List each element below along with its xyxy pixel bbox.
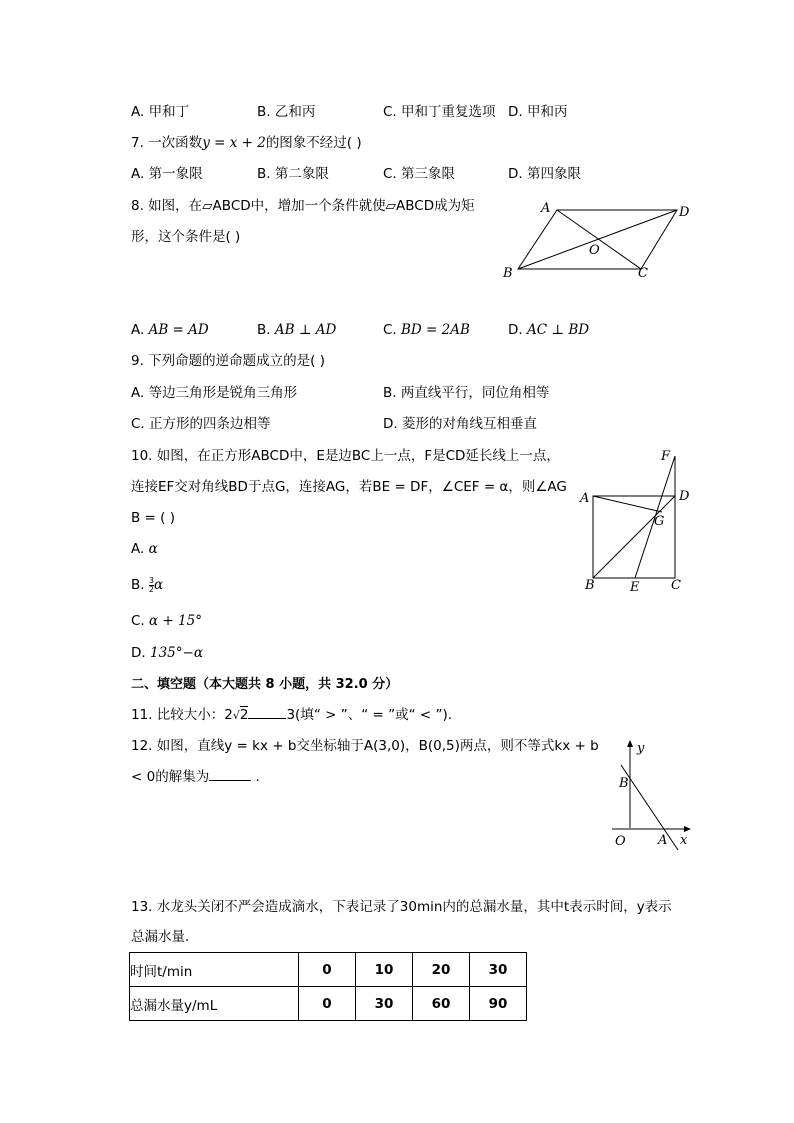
table-cell: 90 xyxy=(470,987,527,1021)
q8-stem-line2: 形，这个条件是( ) xyxy=(131,229,241,245)
q10-option-d-label: D. xyxy=(131,645,146,661)
q9-option-b: B. 两直线平行，同位角相等 xyxy=(383,385,550,401)
q8-option-a-label: A. xyxy=(131,322,145,338)
x-axis-arrow-icon xyxy=(684,826,691,832)
q6-option-d: D. 甲和丙 xyxy=(508,104,568,120)
q13-stem-line1: 13. 水龙头关闭不严会造成滴水，下表记录了30min内的总漏水量，其中t表示时间，y表示 xyxy=(131,899,672,915)
q10-option-c xyxy=(131,612,202,630)
q8-stem-line1: 8. 如图，在▱ABCD中，增加一个条件就使▱ABCD成为矩 xyxy=(131,198,475,214)
sqrt-symbol: √ xyxy=(232,709,240,722)
section-heading-fill-in: 二、填空题（本大题共 8 小题，共 32.0 分） xyxy=(131,677,399,692)
q8-option-b xyxy=(257,321,336,339)
q12-text: < 0的解集为 xyxy=(131,769,210,785)
diagonal-bd xyxy=(593,496,675,578)
diagonal-bd xyxy=(518,210,677,269)
label-o: O xyxy=(589,243,600,258)
q10-square-figure xyxy=(576,446,706,596)
q11-stem xyxy=(131,706,452,725)
label-g: G xyxy=(654,514,665,529)
label-f: F xyxy=(661,449,671,464)
label-a: A xyxy=(541,201,551,216)
q12-stem-line2 xyxy=(131,768,260,786)
q8-option-d-label: D. xyxy=(508,322,523,338)
q10-option-b-label: B. xyxy=(131,577,145,593)
q12-answer-blank xyxy=(209,768,251,781)
label-b: B xyxy=(619,776,629,791)
q10-stem-line3: B = ( ) xyxy=(131,510,175,526)
q7-text-post: 的图象不经过( ) xyxy=(265,135,362,151)
q9-option-a: A. 等边三角形是锐角三角形 xyxy=(131,385,298,401)
q9-option-c: C. 正方形的四条边相等 xyxy=(131,416,271,432)
table-cell: 0 xyxy=(299,953,356,987)
fraction-denominator: 2 xyxy=(148,584,154,594)
table-header-cell: 总漏水量y/mL xyxy=(130,987,299,1021)
q10-option-c-text: α + 15° xyxy=(149,613,202,629)
table-row xyxy=(130,953,527,987)
table-row xyxy=(130,987,527,1021)
q6-option-b: B. 乙和丙 xyxy=(257,104,316,120)
diagonal-ac xyxy=(557,210,641,269)
q8-parallelogram-figure xyxy=(495,196,705,288)
q7-text-pre: 一次函数 xyxy=(148,135,203,151)
q8-option-a-text: AB = AD xyxy=(148,322,209,338)
label-x: x xyxy=(680,833,688,848)
q13-data-table xyxy=(129,952,527,1021)
q8-option-c-text: BD = 2AB xyxy=(401,322,470,338)
label-d: D xyxy=(679,489,690,504)
label-a: A xyxy=(580,491,590,506)
label-a: A xyxy=(658,833,668,848)
q7-option-c: C. 第三象限 xyxy=(383,166,456,182)
q7-option-a: A. 第一象限 xyxy=(131,166,203,182)
q10-option-b-text: α xyxy=(153,577,164,593)
table-cell: 30 xyxy=(470,953,527,987)
q8-option-a xyxy=(131,321,209,339)
q7-stem xyxy=(131,134,362,152)
table-cell: 60 xyxy=(413,987,470,1021)
label-o: O xyxy=(615,834,626,849)
q12-text-end: . xyxy=(255,769,260,785)
label-b: B xyxy=(503,266,513,281)
table-cell: 20 xyxy=(413,953,470,987)
q8-option-d xyxy=(508,321,589,339)
q10-option-a xyxy=(131,540,158,558)
q7-number: 7. xyxy=(131,135,144,151)
q8-option-c xyxy=(383,321,470,339)
q6-option-a: A. 甲和丁 xyxy=(131,104,190,120)
q11-text-pre: 11. 比较大小：2 xyxy=(131,707,233,723)
q11-text-post: 3(填“ > ”、“ = ”或“ < ”). xyxy=(286,707,453,723)
label-b: B xyxy=(585,578,595,593)
q9-stem: 9. 下列命题的逆命题成立的是( ) xyxy=(131,353,325,369)
q11-answer-blank xyxy=(248,706,286,719)
q8-option-b-label: B. xyxy=(257,322,271,338)
q10-option-d-text: 135°−α xyxy=(149,645,203,661)
label-c: C xyxy=(638,266,648,281)
q10-option-c-label: C. xyxy=(131,613,145,629)
label-e: E xyxy=(630,580,640,595)
q7-option-d: D. 第四象限 xyxy=(508,166,581,182)
label-d: D xyxy=(679,205,690,220)
y-axis-arrow-icon xyxy=(627,740,633,747)
q7-expression: y = x + 2 xyxy=(202,135,266,151)
q11-radicand: 2 xyxy=(239,707,249,723)
label-y: y xyxy=(637,741,645,756)
q7-option-b: B. 第二象限 xyxy=(257,166,329,182)
table-header-cell: 时间t/min xyxy=(130,953,299,987)
table-cell: 0 xyxy=(299,987,356,1021)
q10-option-d xyxy=(131,644,203,662)
table-cell: 30 xyxy=(356,987,413,1021)
q8-option-c-label: C. xyxy=(383,322,397,338)
segment-ag xyxy=(593,496,662,512)
table-cell: 10 xyxy=(356,953,413,987)
fraction-numerator: 3 xyxy=(148,575,154,585)
q10-option-a-label: A. xyxy=(131,541,145,557)
q13-stem-line2: 总漏水量． xyxy=(131,929,199,945)
q12-stem-line1: 12. 如图，直线y = kx + b交坐标轴于A(3,0)，B(0,5)两点，则不等式kx + b xyxy=(131,738,599,754)
q10-stem-line2: 连接EF交对角线BD于点G，连接AG，若BE = DF，∠CEF = α，则∠AG xyxy=(131,479,567,495)
q12-coordinate-figure xyxy=(606,738,698,852)
label-c: C xyxy=(671,578,681,593)
q10-stem-line1: 10. 如图，在正方形ABCD中，E是边BC上一点，F是CD延长线上一点， xyxy=(131,448,560,464)
q8-option-d-text: AC ⊥ BD xyxy=(526,322,590,338)
q10-option-b xyxy=(131,576,163,594)
q9-option-d: D. 菱形的对角线互相垂直 xyxy=(383,416,537,432)
q6-option-c: C. 甲和丁重复选项 xyxy=(383,104,496,120)
q10-option-a-text: α xyxy=(148,541,158,557)
q8-option-b-text: AB ⊥ AD xyxy=(274,322,337,338)
